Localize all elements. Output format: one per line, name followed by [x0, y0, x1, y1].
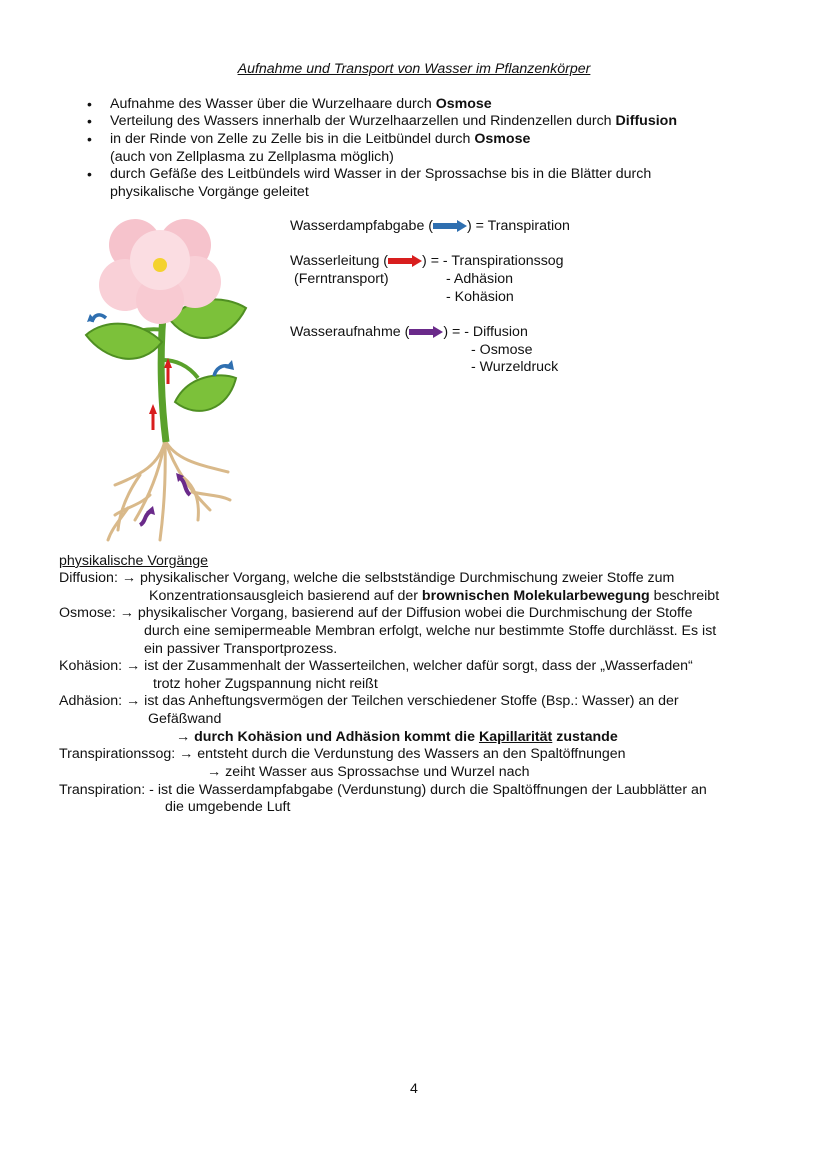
kapillaritaet-line: [176, 729, 618, 746]
def-adhaesion-line1: Adhäsion: → ist das Anheftungsvermögen der Teilchen verschiedener Stoffe (Bsp.: Wasser) an der: [59, 693, 679, 709]
legend-aufnahme-label: Wasseraufnahme (: [290, 324, 410, 340]
bullet-3-text: in der Rinde von Zelle zu Zelle bis in die Leitbündel durch: [110, 131, 475, 147]
def-osmose-line1: Osmose: → physikalischer Vorgang, basierend auf der Diffusion wobei die Durchmischung der Stoffe: [59, 605, 693, 621]
def-diffusion-text: Konzentrationsausgleich basierend auf der: [149, 588, 422, 604]
bullet-4-line2: physikalische Vorgänge geleitet: [110, 184, 309, 200]
bullet-2-bold: Diffusion: [615, 113, 677, 129]
bullet-marker: •: [87, 96, 92, 112]
bullet-1-bold: Osmose: [435, 96, 492, 112]
def-sog-line2: → zeiht Wasser aus Sprossachse und Wurzel nach: [207, 764, 530, 780]
legend-leitung-sub: (Ferntransport): [294, 271, 389, 287]
def-diffusion-end: beschreibt: [649, 588, 720, 604]
legend-dampf-label: Wasserdampfabgabe (: [290, 218, 433, 234]
def-diffusion-line1: Diffusion: → physikalischer Vorgang, welche die selbstständige Durchmischung zweier Stoffe zum: [59, 570, 675, 586]
def-kohaesion-line2: trotz hoher Zugspannung nicht reißt: [153, 676, 378, 692]
def-sog-line1: Transpirationssog: → entsteht durch die Verdunstung des Wassers an den Spaltöffnungen: [59, 746, 626, 762]
blue-arrow-icon: [433, 220, 467, 232]
page-number: 4: [410, 1081, 418, 1097]
blue-arrow-icon: [87, 314, 106, 322]
bullet-marker: •: [87, 131, 92, 147]
section-heading: physikalische Vorgänge: [59, 553, 209, 569]
roots: [108, 440, 230, 540]
def-diffusion-line2: [149, 588, 719, 605]
legend-aufnahme: [290, 324, 528, 341]
def-transpiration-line2: die umgebende Luft: [165, 799, 291, 815]
legend-aufnahme-value: ) = - Diffusion: [443, 324, 528, 340]
def-osmose-line2: durch eine semipermeable Membran erfolgt, welche nur bestimmte Stoffe durchlässt. Es ist: [144, 623, 717, 639]
def-adhaesion-line2: Gefäßwand: [148, 711, 222, 727]
kapillaritaet-term: Kapillarität: [478, 729, 553, 745]
red-arrow-icon: [388, 255, 422, 267]
def-osmose-line3: ein passiver Transportprozess.: [144, 641, 338, 657]
page-title: Aufnahme und Transport von Wasser im Pflanzenkörper: [237, 61, 591, 77]
legend-dampf: [290, 218, 570, 235]
bullet-marker: •: [87, 166, 92, 182]
legend-leitung-item: - Adhäsion: [446, 271, 514, 287]
kapillaritaet-end: zustande: [552, 729, 618, 745]
bullet-marker: •: [87, 113, 92, 129]
def-kohaesion-line1: Kohäsion: → ist der Zusammenhalt der Wasserteilchen, welcher dafür sorgt, dass der „Wasserfaden“: [59, 658, 693, 674]
def-diffusion-bold: brownischen Molekularbewegung: [421, 588, 650, 604]
legend-dampf-value: ) = Transpiration: [467, 218, 570, 234]
red-arrow-icon: [149, 404, 157, 430]
legend-leitung-item: - Kohäsion: [446, 289, 514, 305]
legend-leitung-value: ) = - Transpirationssog: [422, 253, 564, 269]
legend-aufnahme-item: - Osmose: [471, 342, 533, 358]
plant-illustration: [80, 210, 255, 550]
legend-aufnahme-item: - Wurzeldruck: [471, 359, 559, 375]
bullet-2-text: Verteilung des Wassers innerhalb der Wurzelhaarzellen und Rindenzellen durch: [110, 113, 616, 129]
purple-arrow-icon: [409, 326, 443, 338]
kapillaritaet-text: → durch Kohäsion und Adhäsion kommt die: [176, 729, 479, 745]
legend-leitung-label: Wasserleitung (: [290, 253, 389, 269]
bullet-4-line1: durch Gefäße des Leitbündels wird Wasser in der Sprossachse bis in die Blätter durch: [110, 166, 652, 182]
def-transpiration-line1: Transpiration: - ist die Wasserdampfabgabe (Verdunstung) durch die Spaltöffnungen der Laubblätter an: [59, 782, 707, 798]
legend-leitung: [290, 253, 564, 270]
bullet-2: [110, 113, 677, 130]
blue-arrow-icon: [214, 360, 234, 376]
bullet-1: [110, 96, 492, 113]
bullet-1-text: Aufnahme des Wasser über die Wurzelhaare durch: [110, 96, 436, 112]
bullet-3-line2: (auch von Zellplasma zu Zellplasma möglich): [110, 149, 394, 165]
bullet-3: [110, 131, 530, 148]
bullet-3-bold: Osmose: [474, 131, 531, 147]
